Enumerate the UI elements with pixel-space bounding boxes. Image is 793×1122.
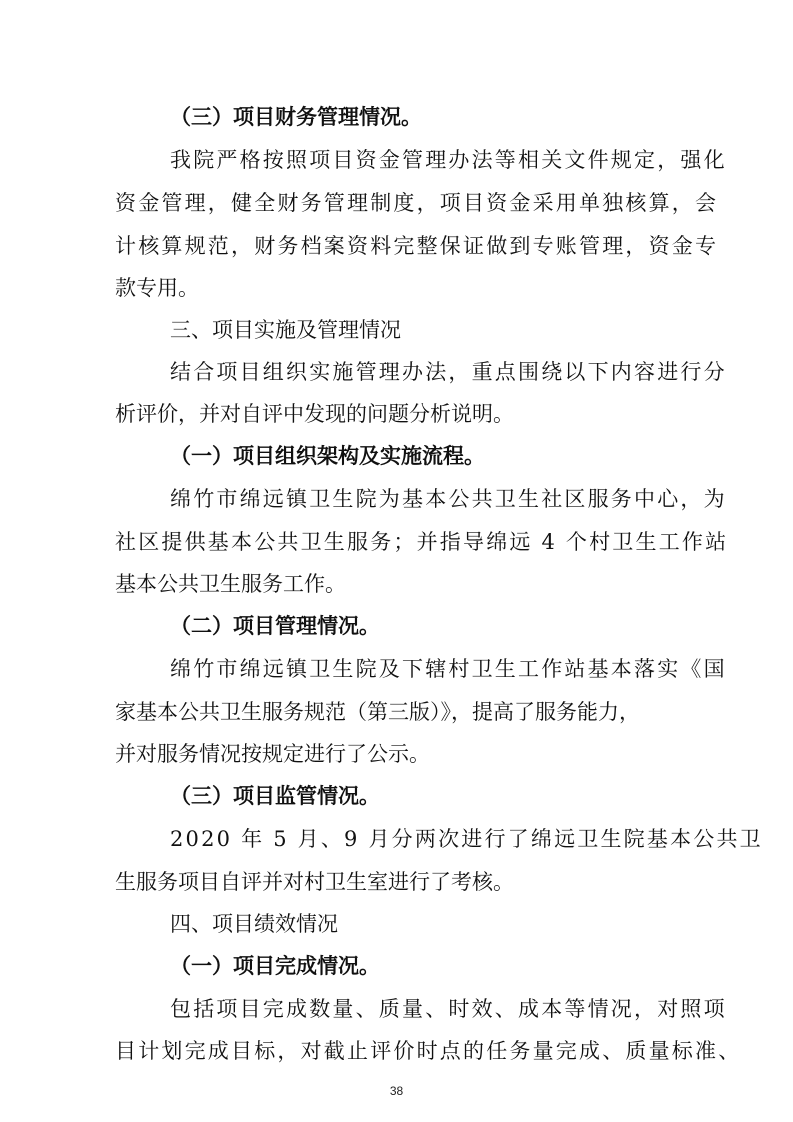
paragraph-line: 社区提供基本公共卫生服务；并指导绵远 4 个村卫生工作站 <box>115 530 729 554</box>
subheading-finance-management: （三）项目财务管理情况。 <box>170 105 422 129</box>
paragraph-line: 我院严格按照项目资金管理办法等相关文件规定，强化 <box>170 148 727 172</box>
paragraph-line: 2020 年 5 月、9 月分两次进行了绵远卫生院基本公共卫 <box>170 827 763 851</box>
paragraph-line: 析评价，并对自评中发现的问题分析说明。 <box>115 402 514 426</box>
paragraph-line: 基本公共卫生服务工作。 <box>115 572 346 596</box>
paragraph-line: 包括项目完成数量、质量、时效、成本等情况，对照项 <box>170 997 727 1021</box>
subheading-completion: （一）项目完成情况。 <box>170 954 380 978</box>
paragraph-line: 生服务项目自评并对村卫生室进行了考核。 <box>115 870 514 894</box>
subheading-organization: （一）项目组织架构及实施流程。 <box>170 444 485 468</box>
paragraph-line: 目计划完成目标，对截止评价时点的任务量完成、质量标准、 <box>115 1039 742 1063</box>
paragraph-line: 绵竹市绵远镇卫生院及下辖村卫生工作站基本落实《国 <box>170 657 727 681</box>
paragraph-line: 资金管理，健全财务管理制度，项目资金采用单独核算，会 <box>115 191 719 215</box>
paragraph-line: 并对服务情况按规定进行了公示。 <box>115 742 430 766</box>
section-heading-performance: 四、项目绩效情况 <box>170 912 338 936</box>
paragraph-line: 计核算规范，财务档案资料完整保证做到专账管理，资金专 <box>115 234 719 258</box>
subheading-project-management: （二）项目管理情况。 <box>170 614 380 638</box>
subheading-supervision: （三）项目监管情况。 <box>170 784 380 808</box>
paragraph-line: 结合项目组织实施管理办法，重点围绕以下内容进行分 <box>170 360 727 384</box>
paragraph-line: 绵竹市绵远镇卫生院为基本公共卫生社区服务中心，为 <box>170 487 727 511</box>
paragraph-line: 家基本公共卫生服务规范（第三版）》，提高了服务能力， <box>115 700 640 724</box>
page-number: 38 <box>389 1084 404 1098</box>
paragraph-line: 款专用。 <box>115 276 199 300</box>
section-heading-implementation: 三、项目实施及管理情况 <box>170 318 401 342</box>
